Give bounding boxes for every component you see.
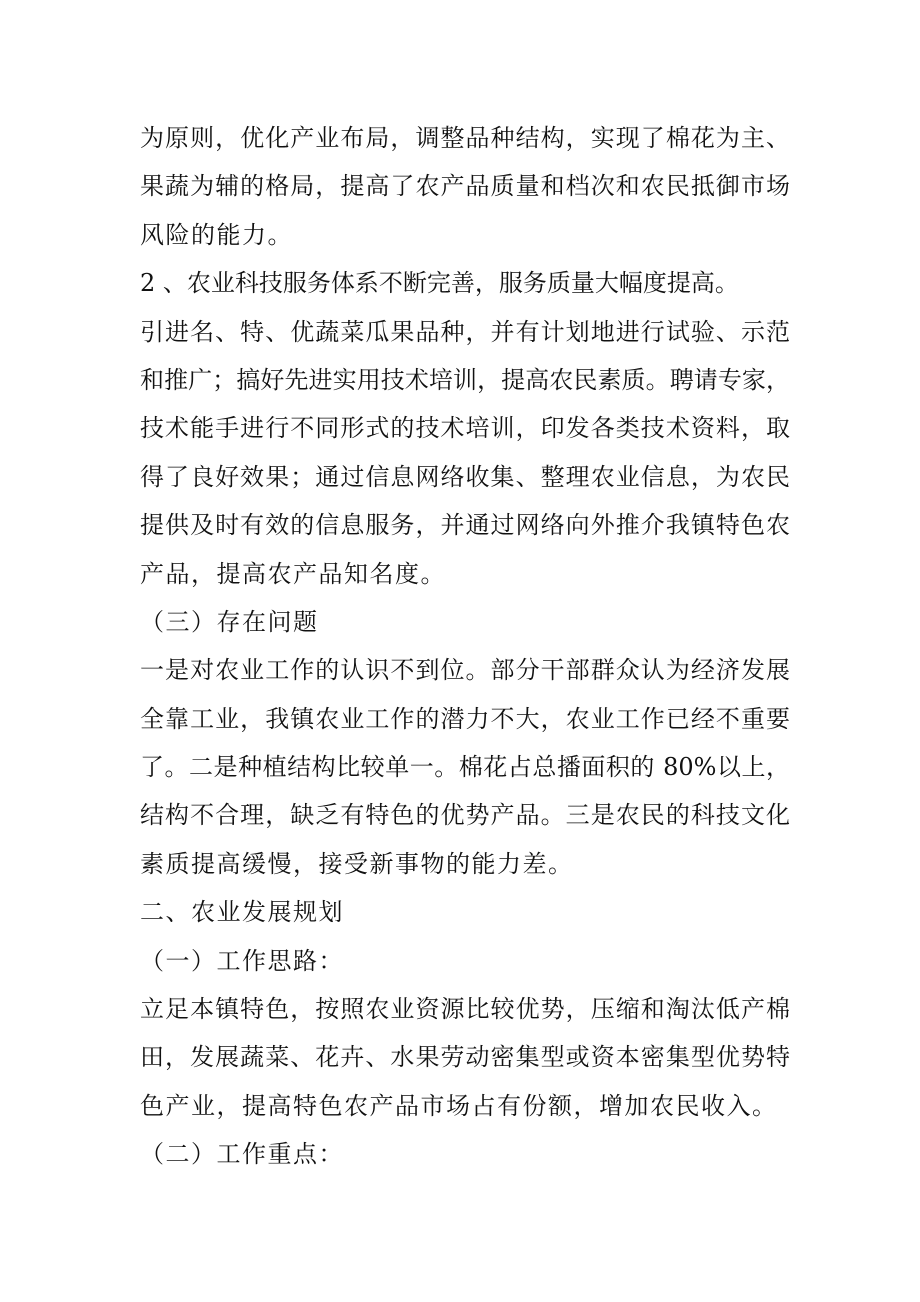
paragraph-line: 产品，提高农产品知名度。 (140, 559, 446, 588)
paragraph-line: 和推广；搞好先进实用技术培训，提高农民素质。聘请专家， (140, 365, 790, 394)
section-heading: 2 、农业科技服务体系不断完善，服务质量大幅度提高。 (140, 269, 739, 298)
section-heading: （二）工作重点： (140, 1140, 344, 1169)
paragraph-line: 一是对农业工作的认识不到位。部分干部群众认为经济发展 (140, 656, 790, 685)
paragraph-line: 提供及时有效的信息服务，并通过网络向外推介我镇特色农 (140, 511, 790, 540)
paragraph-line: 全靠工业，我镇农业工作的潜力不大，农业工作已经不重要 (140, 704, 790, 733)
document-body (140, 114, 790, 1179)
section-heading: （一）工作思路： (140, 946, 344, 975)
paragraph-line: 风险的能力。 (140, 220, 293, 249)
paragraph-line: 素质提高缓慢，接受新事物的能力差。 (140, 849, 574, 878)
section-heading: （三）存在问题 (140, 607, 319, 636)
paragraph-line: 引进名、特、优蔬菜瓜果品种，并有计划地进行试验、示范 (140, 317, 790, 346)
paragraph-line: 立足本镇特色，按照农业资源比较优势，压缩和淘汰低产棉 (140, 995, 790, 1024)
paragraph-line: 结构不合理，缺乏有特色的优势产品。三是农民的科技文化 (140, 801, 790, 830)
paragraph-line: 技术能手进行不同形式的技术培训，印发各类技术资料，取 (140, 414, 790, 443)
paragraph-line: 色产业，提高特色农产品市场占有份额，增加农民收入。 (140, 1091, 778, 1120)
section-heading: 二、农业发展规划 (140, 898, 344, 927)
paragraph-line: 田，发展蔬菜、花卉、水果劳动密集型或资本密集型优势特 (140, 1043, 790, 1072)
paragraph-line: 果蔬为辅的格局，提高了农产品质量和档次和农民抵御市场 (140, 172, 790, 201)
paragraph-line: 了。二是种植结构比较单一。棉花占总播面积的 80%以上， (140, 753, 790, 782)
paragraph-line: 得了良好效果；通过信息网络收集、整理农业信息，为农民 (140, 462, 790, 491)
paragraph-line: 为原则，优化产业布局，调整品种结构，实现了棉花为主、 (140, 124, 790, 152)
